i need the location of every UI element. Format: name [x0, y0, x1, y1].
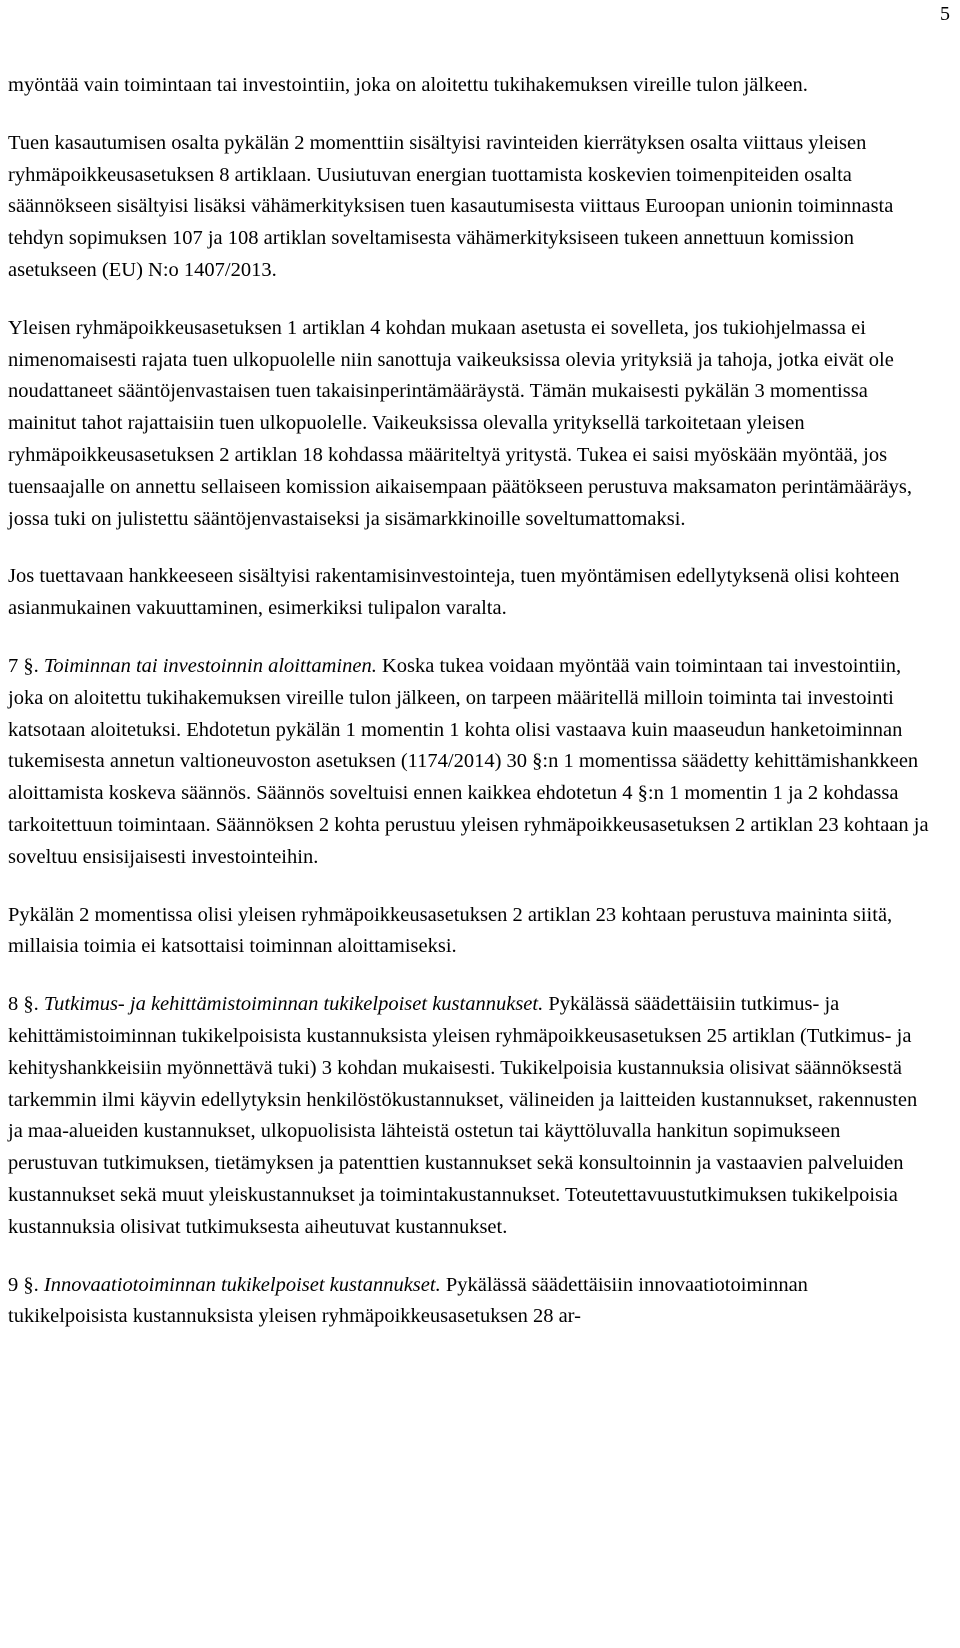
- section-number: 7 §.: [8, 654, 39, 677]
- section-number: 9 §.: [8, 1273, 39, 1296]
- document-body: [8, 70, 932, 1359]
- section-number: 8 §.: [8, 993, 39, 1016]
- section-7-paragraph: [8, 651, 932, 874]
- paragraph-text: Tuen kasautumisen osalta pykälän 2 momenttiin sisältyisi ravinteiden kierrätyksen osalta viittaus yleisen ryhmäpoikkeusasetuksen 8 artiklaan. Uusiutuvan energian tuottamista koskevien toimenpiteiden osalta säännökseen sisältyisi lisäksi vähämerkityksisen tuen kasautumisesta viittaus Euroopan unionin toiminnasta tehdyn sopimuksen 107 ja 108 artiklan soveltamisesta vähämerkityksiseen tukeen annettuun komission asetukseen (EU) N:o 1407/2013.: [8, 131, 894, 281]
- paragraph-2: [8, 128, 932, 287]
- section-title: Toiminnan tai investoinnin aloittaminen.: [43, 654, 377, 677]
- paragraph-text: Pykälän 2 momentissa olisi yleisen ryhmäpoikkeusasetuksen 2 artiklan 23 kohtaan perustuva maininta siitä, millaisia toimia ei katsottaisi toiminnan aloittamiseksi.: [8, 903, 893, 958]
- page-number: 5: [940, 3, 950, 25]
- section-title: Tutkimus- ja kehittämistoiminnan tukikelpoiset kustannukset.: [43, 993, 544, 1016]
- paragraph-text: Koska tukea voidaan myöntää vain toimintaan tai investointiin, joka on aloitettu tukihakemuksen vireille tulon jälkeen, on tarpeen määritellä milloin toiminta tai investointi katsotaan aloitetuksi. Ehdotetun pykälän 1 momentin 1 kohta olisi vastaava kuin maaseudun hanketoiminnan tukemisesta annetun valtioneuvoston asetuksen (1174/2014) 30 §:n 1 momentissa säädetty kehittämishankkeen aloittamista koskeva säännös. Säännös soveltuisi ennen kaikkea ehdotetun 4 §:n 1 momentin 1 ja 2 kohdassa tarkoitettuun toimintaan. Säännöksen 2 kohta perustuu yleisen ryhmäpoikkeusasetuksen 2 artiklan 23 kohtaan ja soveltuu ensisijaisesti investointeihin.: [8, 654, 929, 868]
- paragraph-text: Pykälässä säädettäisiin innovaatiotoiminnan tukikelpoisista kustannuksista yleisen ryhmäpoikkeusasetuksen 28 ar-: [8, 1273, 808, 1328]
- paragraph-text: Yleisen ryhmäpoikkeusasetuksen 1 artiklan 4 kohdan mukaan asetusta ei sovelleta, jos tukiohjelmassa ei nimenomaisesti rajata tuen ulkopuolelle niin sanottuja vaikeuksissa olevia yrityksiä ja tahoja, jotka eivät ole noudattaneet sääntöjenvastaisen tuen takaisinperintämääräystä. Tämän mukaisesti pykälän 3 momentissa mainitut tahot rajattaisiin tuen ulkopuolelle. Vaikeuksissa olevalla yrityksellä tarkoitetaan yleisen ryhmäpoikkeusasetuksen 2 artiklan 18 kohdassa määriteltyä yritystä. Tukea ei saisi myöskään myöntää, jos tuensaajalle on annettu sellaiseen komission aikaisempaan päätökseen perustuva maksamaton perintämääräys, jossa tuki on julistettu sääntöjenvastaiseksi ja sisämarkkinoille soveltumattomaksi.: [8, 316, 912, 530]
- paragraph-text: Jos tuettavaan hankkeeseen sisältyisi rakentamisinvestointeja, tuen myöntämisen edellytyksenä olisi kohteen asianmukainen vakuuttaminen, esimerkiksi tulipalon varalta.: [8, 565, 900, 620]
- paragraph-text: Pykälässä säädettäisiin tutkimus- ja kehittämistoiminnan tukikelpoisista kustannuksista yleisen ryhmäpoikkeusasetuksen 25 artiklan (Tutkimus- ja kehityshankkeisiin myönnettävä tuki) 3 kohdan mukaisesti. Tukikelpoisia kustannuksia olisivat säännöksestä tarkemmin ilmi käyvin edellytyksin henkilöstökustannukset, välineiden ja laitteiden kustannukset, rakennusten ja maa-alueiden kustannukset, ulkopuolisista lähteistä ostetun tai käyttöluvalla hankitun sopimukseen perustuvan tutkimuksen, tietämyksen ja patenttien kustannukset sekä konsultoinnin ja vastaavien palveluiden kustannukset sekä muut yleiskustannukset ja toimintakustannukset. Toteutettavuustutkimuksen tukikelpoisia kustannuksia olisivat tutkimuksesta aiheutuvat kustannukset.: [8, 993, 918, 1238]
- paragraph-1: [8, 70, 932, 102]
- paragraph-3: [8, 313, 932, 536]
- section-title: Innovaatiotoiminnan tukikelpoiset kustannukset.: [43, 1273, 441, 1296]
- section-9-paragraph: [8, 1270, 932, 1334]
- paragraph-4: [8, 561, 932, 625]
- section-8-paragraph: [8, 989, 932, 1243]
- paragraph-text: myöntää vain toimintaan tai investointiin, joka on aloitettu tukihakemuksen vireille tulon jälkeen.: [8, 74, 808, 96]
- paragraph-6: [8, 900, 932, 964]
